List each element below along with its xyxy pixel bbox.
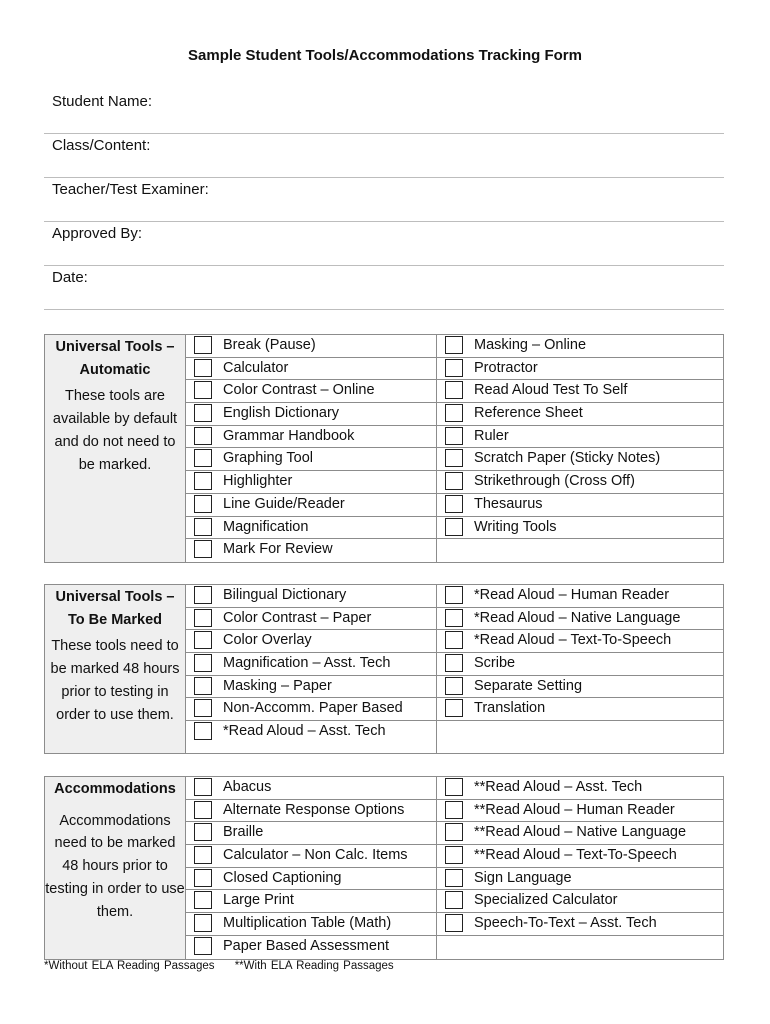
checkbox[interactable] xyxy=(194,846,212,864)
checklist-item-label: Highlighter xyxy=(223,473,293,490)
right-column xyxy=(436,777,724,959)
checklist-item[interactable] xyxy=(186,890,436,913)
checklist-item-label: Strikethrough (Cross Off) xyxy=(474,473,635,490)
checklist-item-label: Paper Based Assessment xyxy=(223,937,390,954)
checklist-item[interactable] xyxy=(186,913,436,936)
checkbox[interactable] xyxy=(194,654,212,672)
checkbox[interactable] xyxy=(194,778,212,796)
checklist-item[interactable] xyxy=(186,539,436,562)
checklist-item[interactable] xyxy=(437,585,724,608)
checklist-item-label: Color Contrast – Online xyxy=(223,382,375,399)
checklist-item-label: English Dictionary xyxy=(223,405,340,422)
checkbox[interactable] xyxy=(445,891,463,909)
checklist-item[interactable] xyxy=(437,913,724,936)
checklist-item[interactable] xyxy=(186,358,436,381)
checkbox[interactable] xyxy=(194,472,212,490)
checkbox[interactable] xyxy=(194,801,212,819)
date-label: Date: xyxy=(52,269,88,286)
checklist-item[interactable] xyxy=(437,608,724,631)
checklist-item-label: *Read Aloud – Asst. Tech xyxy=(223,723,386,740)
checklist-item[interactable] xyxy=(437,800,724,823)
checklist-item-label: Multiplication Table (Math) xyxy=(223,915,392,932)
checkbox[interactable] xyxy=(194,359,212,377)
checkbox[interactable] xyxy=(445,823,463,841)
checklist-item-label: Speech-To-Text – Asst. Tech xyxy=(474,915,657,932)
left-column xyxy=(186,585,436,744)
checklist-item-label: Scratch Paper (Sticky Notes) xyxy=(474,450,661,467)
checklist-item[interactable] xyxy=(186,698,436,721)
checklist-item[interactable] xyxy=(437,403,724,426)
checklist-item[interactable] xyxy=(186,630,436,653)
date-field[interactable] xyxy=(44,266,724,310)
checkbox[interactable] xyxy=(445,404,463,422)
footnote-double-asterisk: **With ELA Reading Passages xyxy=(234,960,394,972)
checkbox[interactable] xyxy=(445,631,463,649)
checklist-item[interactable] xyxy=(186,403,436,426)
checklist-item-label: Large Print xyxy=(223,892,294,909)
checklist-item-label: **Read Aloud – Human Reader xyxy=(474,801,675,818)
checklist-item-label: Braille xyxy=(223,824,264,841)
checkbox[interactable] xyxy=(445,609,463,627)
section-description: Accommodations need to be marked 48 hours prior to testing in order to use them. xyxy=(45,812,185,920)
checklist-item-label: **Read Aloud – Text-To-Speech xyxy=(474,847,677,864)
approved-by-field[interactable] xyxy=(44,222,724,266)
section-heading-line1: Universal Tools – xyxy=(55,589,175,605)
checkbox[interactable] xyxy=(194,586,212,604)
checklist-item-label: **Read Aloud – Asst. Tech xyxy=(474,779,643,795)
checklist-item-label: Abacus xyxy=(223,779,272,795)
section-description: These tools need to be marked 48 hours prior to testing in order to use them. xyxy=(50,638,180,723)
checklist-item-label: *Read Aloud – Human Reader xyxy=(474,587,670,603)
checklist-item[interactable] xyxy=(437,653,724,676)
checklist-item[interactable] xyxy=(186,777,436,800)
checklist-item[interactable] xyxy=(437,517,724,540)
checkbox[interactable] xyxy=(194,427,212,445)
checkbox[interactable] xyxy=(194,631,212,649)
checklist-item-label: *Read Aloud – Native Language xyxy=(474,609,681,626)
footnotes xyxy=(44,960,410,972)
checklist-item[interactable] xyxy=(437,448,724,471)
checklist-item[interactable] xyxy=(437,845,724,868)
checkbox[interactable] xyxy=(445,654,463,672)
section-heading-line2: To Be Marked xyxy=(67,611,162,628)
checklist-item[interactable] xyxy=(186,800,436,823)
checklist-item-label: Grammar Handbook xyxy=(223,427,355,444)
section-heading xyxy=(45,585,186,753)
checklist-item[interactable] xyxy=(186,868,436,891)
checklist-item-label: Reference Sheet xyxy=(474,405,583,422)
accommodations-section xyxy=(44,776,724,960)
left-column xyxy=(186,777,436,959)
checklist-item[interactable] xyxy=(437,630,724,653)
checkbox[interactable] xyxy=(445,495,463,513)
checklist-item-label: Translation xyxy=(474,700,546,717)
approved-by-label: Approved By: xyxy=(52,225,143,242)
class-content-field[interactable] xyxy=(44,134,724,178)
checkbox[interactable] xyxy=(445,336,463,354)
checklist-item-label: Ruler xyxy=(474,427,509,444)
section-heading-line2: Automatic xyxy=(79,361,151,378)
checkbox[interactable] xyxy=(445,914,463,932)
checkbox[interactable] xyxy=(194,404,212,422)
checkbox[interactable] xyxy=(445,518,463,536)
checklist-item-label: Break (Pause) xyxy=(223,337,316,353)
checkbox[interactable] xyxy=(445,472,463,490)
checklist-item[interactable] xyxy=(186,653,436,676)
checkbox[interactable] xyxy=(445,586,463,604)
student-name-field[interactable] xyxy=(44,90,724,134)
checkbox[interactable] xyxy=(445,381,463,399)
checkbox[interactable] xyxy=(445,677,463,695)
section-heading xyxy=(45,777,186,959)
checklist-item-label: Separate Setting xyxy=(474,677,583,694)
checklist-item[interactable] xyxy=(186,494,436,517)
checklist-item[interactable] xyxy=(437,471,724,494)
checklist-item[interactable] xyxy=(186,426,436,449)
form-title: Sample Student Tools/Accommodations Tracking Form xyxy=(188,47,582,64)
checklist-item[interactable] xyxy=(437,426,724,449)
checkbox[interactable] xyxy=(194,540,212,558)
checklist-item[interactable] xyxy=(186,517,436,540)
checkbox[interactable] xyxy=(445,778,463,796)
checklist-item-label: Alternate Response Options xyxy=(223,801,405,818)
universal-tools-to-be-marked-section xyxy=(44,584,724,754)
section-description: These tools are available by default and do not need to be marked. xyxy=(52,388,178,473)
checkbox[interactable] xyxy=(445,359,463,377)
right-column xyxy=(436,585,724,753)
section-heading xyxy=(45,335,186,562)
checklist-item-label: Specialized Calculator xyxy=(474,892,618,909)
checklist-item[interactable] xyxy=(437,380,724,403)
section-heading-line1: Accommodations xyxy=(54,781,176,797)
checklist-item-label: *Read Aloud – Text-To-Speech xyxy=(474,632,672,649)
checkbox[interactable] xyxy=(194,869,212,887)
checklist-item[interactable] xyxy=(437,777,724,800)
checklist-item[interactable] xyxy=(186,448,436,471)
checklist-item[interactable] xyxy=(437,698,724,721)
checklist-item-label: **Read Aloud – Native Language xyxy=(474,824,687,841)
checklist-item-label: Masking – Paper xyxy=(223,677,332,694)
teacher-examiner-field[interactable] xyxy=(44,178,724,222)
checklist-item[interactable] xyxy=(437,868,724,891)
checklist-item-label: Read Aloud Test To Self xyxy=(474,382,628,399)
checklist-item-label: Sign Language xyxy=(474,869,572,886)
checklist-item-label: Non-Accomm. Paper Based xyxy=(223,700,403,717)
checklist-item-label: Color Contrast – Paper xyxy=(223,609,372,626)
footnote-single-asterisk: *Without ELA Reading Passages xyxy=(44,960,215,972)
checkbox[interactable] xyxy=(194,381,212,399)
checklist-item[interactable] xyxy=(437,890,724,913)
checkbox[interactable] xyxy=(445,449,463,467)
checklist-item-label: Graphing Tool xyxy=(223,450,314,467)
checkbox[interactable] xyxy=(194,823,212,841)
section-heading-line1: Universal Tools – xyxy=(55,339,175,355)
checklist-item[interactable] xyxy=(186,845,436,868)
checklist-item-label: Mark For Review xyxy=(223,541,333,558)
checklist-item[interactable] xyxy=(437,335,724,358)
checklist-item[interactable] xyxy=(186,380,436,403)
checklist-item[interactable] xyxy=(186,721,436,744)
checkbox[interactable] xyxy=(194,891,212,909)
checklist-item[interactable] xyxy=(186,471,436,494)
checklist-item-label: Bilingual Dictionary xyxy=(223,587,347,603)
checklist-item-label: Closed Captioning xyxy=(223,869,342,886)
checklist-item-label: Scribe xyxy=(474,655,516,672)
class-content-label: Class/Content: xyxy=(52,137,151,154)
checklist-item-label: Magnification – Asst. Tech xyxy=(223,655,391,672)
checklist-item-label: Calculator – Non Calc. Items xyxy=(223,847,408,864)
checkbox[interactable] xyxy=(445,869,463,887)
checkbox[interactable] xyxy=(194,336,212,354)
checkbox[interactable] xyxy=(194,495,212,513)
checkbox[interactable] xyxy=(194,518,212,536)
checkbox[interactable] xyxy=(194,722,212,740)
checkbox[interactable] xyxy=(194,699,212,717)
checklist-item-label: Protractor xyxy=(474,359,538,376)
universal-tools-automatic-section xyxy=(44,334,724,563)
left-column xyxy=(186,335,436,562)
checklist-item-label: Thesaurus xyxy=(474,495,543,512)
checklist-item[interactable] xyxy=(186,822,436,845)
checklist-item[interactable] xyxy=(186,676,436,699)
checklist-item-label: Magnification xyxy=(223,518,309,535)
checklist-item[interactable] xyxy=(437,822,724,845)
checklist-item[interactable] xyxy=(186,608,436,631)
checklist-item[interactable] xyxy=(186,335,436,358)
teacher-examiner-label: Teacher/Test Examiner: xyxy=(52,181,209,198)
checkbox[interactable] xyxy=(194,937,212,955)
checklist-item-label: Color Overlay xyxy=(223,632,312,649)
checkbox[interactable] xyxy=(194,609,212,627)
checkbox[interactable] xyxy=(445,846,463,864)
checkbox[interactable] xyxy=(445,699,463,717)
checklist-item-label: Calculator xyxy=(223,359,289,376)
student-name-label: Student Name: xyxy=(52,93,153,110)
right-column xyxy=(436,335,724,562)
checklist-item[interactable] xyxy=(437,676,724,699)
checkbox[interactable] xyxy=(445,801,463,819)
checkbox[interactable] xyxy=(194,677,212,695)
checklist-item-label: Writing Tools xyxy=(474,518,557,535)
checklist-item[interactable] xyxy=(437,494,724,517)
checklist-item-label: Masking – Online xyxy=(474,337,587,353)
checkbox[interactable] xyxy=(445,427,463,445)
checklist-item[interactable] xyxy=(186,936,436,959)
checkbox[interactable] xyxy=(194,449,212,467)
checklist-item[interactable] xyxy=(186,585,436,608)
checklist-item-label: Line Guide/Reader xyxy=(223,495,345,512)
checklist-item[interactable] xyxy=(437,358,724,381)
checkbox[interactable] xyxy=(194,914,212,932)
